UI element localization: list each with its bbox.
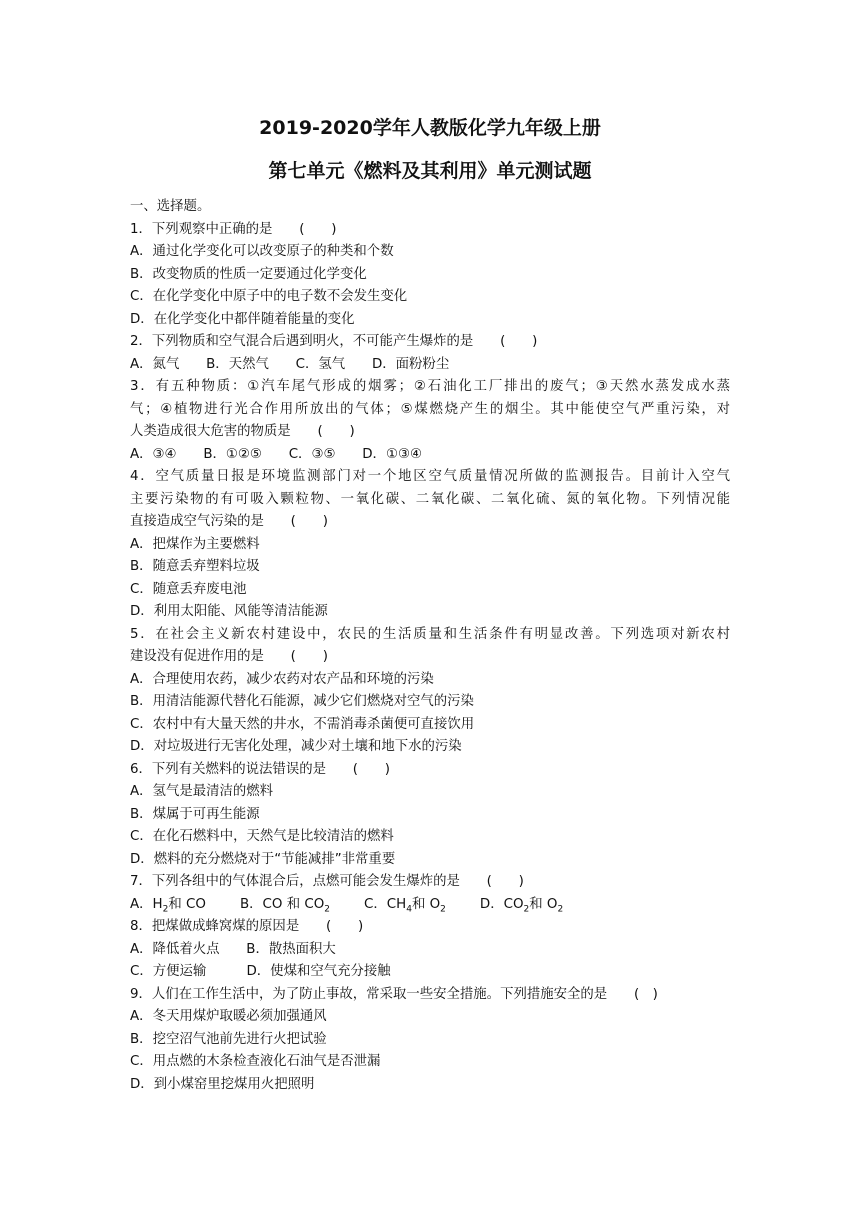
question-4-option-c: C．随意丢弃废电池	[130, 581, 247, 597]
question-6-option-c: C．在化石燃料中，天然气是比较清洁的燃料	[130, 829, 394, 844]
question-5-option-a: A．合理使用农药，减少农药对农产品和环境的污染	[130, 671, 434, 687]
question-6-option-b: B．煤属于可再生能源	[130, 806, 260, 822]
question-6-stem: 6．下列有关燃料的说法错误的是 ( )	[130, 761, 390, 777]
question-1-option-d: D．在化学变化中都伴随着能量的变化	[130, 311, 355, 327]
question-4-option-a: A．把煤作为主要燃料	[130, 536, 260, 552]
question-4-stem-line-2: 主要污染物的有可吸入颗粒物、一氧化碳、二氧化碳、二氧化硫、氮的氧化物。下列情况能	[130, 491, 730, 507]
question-6-option-d: D．燃料的充分燃烧对于“节能减排”非常重要	[130, 851, 396, 867]
question-9-stem: 9．人们在工作生活中，为了防止事故，常采取一些安全措施。下列措施安全的是 ( )	[130, 986, 658, 1002]
question-4-option-d: D．利用太阳能、风能等清洁能源	[130, 604, 328, 619]
question-1-stem: 1．下列观察中正确的是 ( )	[130, 221, 337, 237]
question-2-stem: 2．下列物质和空气混合后遇到明火，不可能产生爆炸的是 ( )	[130, 334, 538, 349]
document-title: 2019-2020学年人教版化学九年级上册	[259, 117, 601, 139]
question-list	[130, 196, 730, 1096]
question-9-option-c: C．用点燃的木条检查液化石油气是否泄漏	[130, 1054, 381, 1069]
question-6-option-a: A．氢气是最清洁的燃料	[130, 784, 274, 799]
question-5-stem-line-1: 5．在社会主义新农村建设中，农民的生活质量和生活条件有明显改善。下列选项对新农村	[130, 626, 730, 642]
question-3-stem-line-3: 人类造成很大危害的物质是 ( )	[130, 424, 355, 439]
question-4-stem-line-3: 直接造成空气污染的是 ( )	[130, 514, 328, 529]
question-1-option-c: C．在化学变化中原子中的电子数不会发生变化	[130, 289, 408, 304]
question-8-stem: 8．把煤做成蜂窝煤的原因是 ( )	[130, 919, 364, 934]
question-4-option-b: B．随意丢弃塑料垃圾	[130, 559, 260, 574]
question-9-option-a: A．冬天用煤炉取暖必须加强通风	[130, 1009, 327, 1024]
section-title: 一、选择题。	[130, 199, 211, 214]
question-3-stem-line-1: 3．有五种物质：①汽车尾气形成的烟雾；②石油化工厂排出的废气；③天然水蒸发成水蒸	[130, 379, 730, 394]
question-7-stem: 7．下列各组中的气体混合后，点燃可能会发生爆炸的是 ( )	[130, 874, 524, 889]
question-7-options	[130, 894, 730, 917]
question-4-stem-line-1: 4．空气质量日报是环境监测部门对一个地区空气质量情况所做的监测报告。目前计入空气	[130, 469, 730, 484]
question-1-option-b: B．改变物质的性质一定要通过化学变化	[130, 266, 367, 282]
question-8-options-line-1: A．降低着火点 B．散热面积大	[130, 941, 336, 957]
question-9-option-d: D．到小煤窑里挖煤用火把照明	[130, 1076, 315, 1092]
question-7-option-b: B．CO 和 $CO_2$	[239, 896, 330, 915]
question-3-stem-line-2: 气；④植物进行光合作用所放出的气体；⑤煤燃烧产生的烟尘。其中能使空气严重污染，对	[130, 401, 730, 417]
question-7-option-c: C．$CH_4$和 $O_2$	[364, 896, 446, 915]
question-5-stem-line-2: 建设没有促进作用的是 ( )	[130, 649, 328, 664]
question-9-option-b: B．挖空沼气池前先进行火把试验	[130, 1031, 327, 1047]
document-subtitle: 第七单元《燃料及其利用》单元测试题	[268, 160, 592, 182]
question-3-options: A．③④ B．①②⑤ C．③⑤ D．①③④	[130, 446, 422, 462]
question-5-option-c: C．农村中有大量天然的井水，不需消毒杀菌便可直接饮用	[130, 716, 475, 732]
question-7-option-d: D．$CO_2$和 $O_2$	[479, 896, 564, 915]
question-5-option-b: B．用清洁能源代替化石能源，减少它们燃烧对空气的污染	[130, 694, 474, 709]
question-1-option-a: A．通过化学变化可以改变原子的种类和个数	[130, 244, 394, 259]
question-5-option-d: D．对垃圾进行无害化处理，减少对土壤和地下水的污染	[130, 739, 462, 754]
question-7-option-a: A．$H_2$和 CO	[130, 896, 206, 915]
question-8-options-line-2: C．方便运输 D．使煤和空气充分接触	[130, 964, 391, 979]
question-2-options: A．氮气 B．天然气 C．氢气 D．面粉粉尘	[130, 356, 450, 372]
